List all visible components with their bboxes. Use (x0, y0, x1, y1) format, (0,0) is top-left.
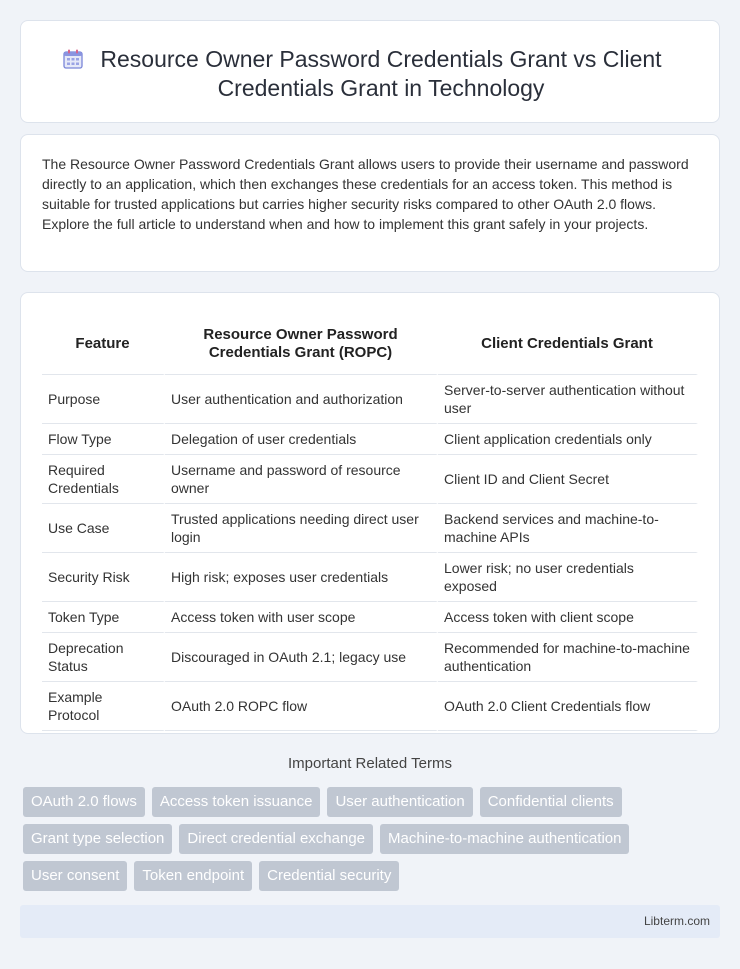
page-title: Resource Owner Password Credentials Grant vs Client Credentials Grant in Technology (100, 46, 662, 101)
row-feature: Token Type (42, 602, 165, 633)
description-text: The Resource Owner Password Credentials Grant allows users to provide their username and password directly to an application, which then exchanges these credentials for an access token. This method is suitable for trusted applications but carries higher security risks compared to other OAuth 2.0 flows. Explore the full article to understand when and how to implement this grant safely in your projects. (42, 156, 689, 232)
tag-token-endpoint[interactable]: Token endpoint (134, 861, 252, 891)
row-feature: Example Protocol (42, 682, 165, 731)
table-row (42, 633, 698, 682)
row-ropc-value: Access token with user scope (165, 602, 438, 633)
table-header-row (42, 314, 698, 375)
table-row (42, 455, 698, 504)
row-ropc-value: Username and password of resource owner (165, 455, 438, 504)
row-ropc-value: Discouraged in OAuth 2.1; legacy use (165, 633, 438, 682)
comparison-table-card (20, 292, 720, 734)
row-ropc-value: High risk; exposes user credentials (165, 553, 438, 602)
row-feature: Flow Type (42, 424, 165, 455)
footer-site-link[interactable]: Libterm.com (643, 914, 710, 928)
title-card (20, 20, 720, 123)
tag-user-consent[interactable]: User consent (23, 861, 127, 891)
column-header-ropc: Resource Owner Password Credentials Grant (ROPC) (165, 314, 438, 375)
row-client-value: Client application credentials only (438, 424, 698, 455)
related-terms-tags (23, 787, 723, 898)
row-feature: Required Credentials (42, 455, 165, 504)
table-row (42, 375, 698, 424)
row-client-value: Lower risk; no user credentials exposed (438, 553, 698, 602)
table-row (42, 504, 698, 553)
row-client-value: Client ID and Client Secret (438, 455, 698, 504)
related-terms-title: Important Related Terms (288, 755, 452, 772)
tag-machine-to-machine-auth[interactable]: Machine-to-machine authentication (380, 824, 629, 854)
row-feature: Purpose (42, 375, 165, 424)
column-header-feature: Feature (42, 314, 165, 375)
column-header-client-credentials: Client Credentials Grant (438, 314, 698, 375)
comparison-table (42, 314, 698, 731)
row-client-value: Server-to-server authentication without user (438, 375, 698, 424)
row-ropc-value: User authentication and authorization (165, 375, 438, 424)
row-client-value: OAuth 2.0 Client Credentials flow (438, 682, 698, 731)
tag-oauth-flows[interactable]: OAuth 2.0 flows (23, 787, 145, 817)
tag-confidential-clients[interactable]: Confidential clients (480, 787, 622, 817)
tag-direct-credential-exchange[interactable]: Direct credential exchange (179, 824, 373, 854)
row-client-value: Backend services and machine-to-machine APIs (438, 504, 698, 553)
table-row (42, 602, 698, 633)
table-row (42, 553, 698, 602)
row-feature: Deprecation Status (42, 633, 165, 682)
footer (20, 905, 720, 938)
row-ropc-value: OAuth 2.0 ROPC flow (165, 682, 438, 731)
row-feature: Security Risk (42, 553, 165, 602)
row-client-value: Recommended for machine-to-machine authentication (438, 633, 698, 682)
table-row (42, 682, 698, 731)
tag-access-token-issuance[interactable]: Access token issuance (152, 787, 321, 817)
tag-credential-security[interactable]: Credential security (259, 861, 399, 891)
description-card (20, 134, 720, 272)
row-ropc-value: Trusted applications needing direct user login (165, 504, 438, 553)
tag-user-authentication[interactable]: User authentication (327, 787, 472, 817)
row-feature: Use Case (42, 504, 165, 553)
row-client-value: Access token with client scope (438, 602, 698, 633)
tag-grant-type-selection[interactable]: Grant type selection (23, 824, 172, 854)
row-ropc-value: Delegation of user credentials (165, 424, 438, 455)
table-row (42, 424, 698, 455)
